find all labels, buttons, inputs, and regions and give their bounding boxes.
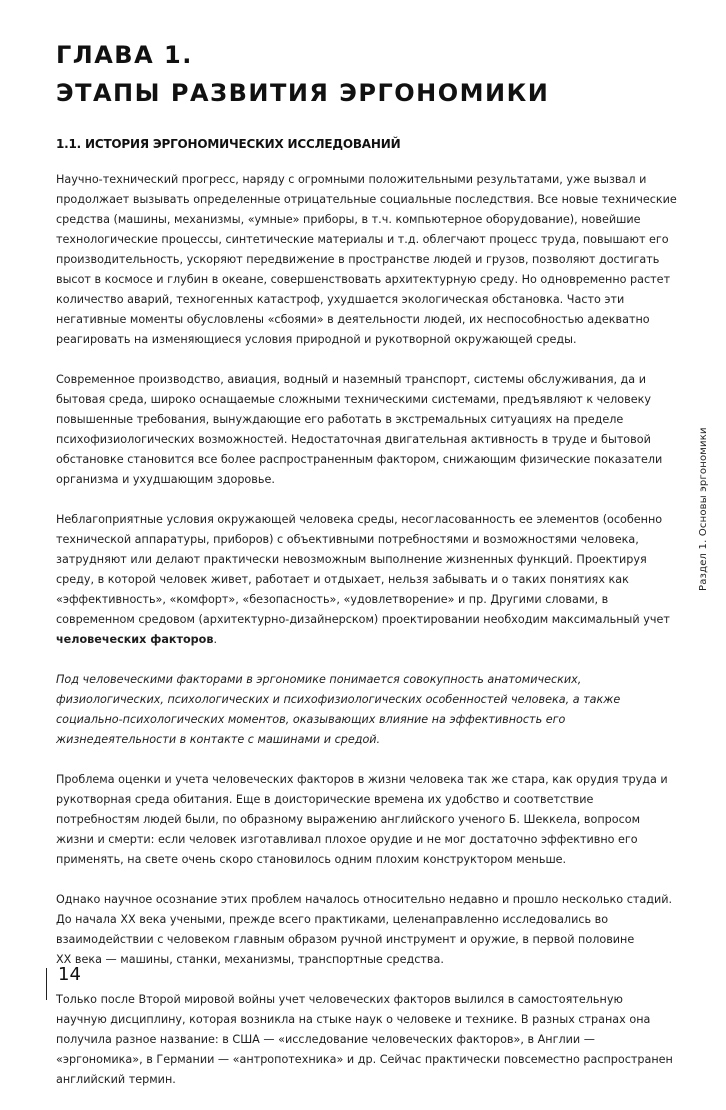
text-line: применять, на свете очень скоро становилось одним плохим конструктором меньше. — [56, 853, 567, 866]
text-line: средства (машины, механизмы, «умные» приборы, в т.ч. компьютерное оборудование), новейшие — [56, 213, 641, 226]
text-line: взаимодействии с человеком главным образом ручной инструмент и оружие, в первой половине — [56, 933, 635, 946]
chapter-title-line: ГЛАВА 1. — [56, 41, 193, 69]
paragraph-definition — [56, 670, 668, 750]
text-line — [56, 630, 668, 650]
text-line: получила разное название: в США — «исследование человеческих факторов», в Англии — — [56, 1033, 595, 1046]
text-line: среду, в которой человек живет, работает и отдыхает, нельзя забывать и о таких понятиях как — [56, 573, 629, 586]
text-line: продолжает вызывать определенные отрицательные социальные последствия. Все новые технические — [56, 193, 677, 206]
page-number: 14 — [58, 964, 81, 985]
text-line: современном средовом (архитектурно-дизайнерском) проектировании необходим максимальный учет — [56, 613, 670, 626]
text-line: Неблагоприятные условия окружающей человека среды, несогласованность ее элементов (особенно — [56, 513, 663, 526]
text-line: обстановке становится все более распространенным фактором, снижающим физические показатели — [56, 453, 663, 466]
text-line: научную дисциплину, которая возникла на стыке наук о человеке и технике. В разных странах она — [56, 1013, 651, 1026]
body-text — [56, 170, 677, 1110]
paragraph-1 — [56, 170, 677, 350]
text-line: жизнедеятельности в контакте с машинами и средой. — [56, 733, 381, 746]
text-line: производительность, ускоряют передвижение в пространстве людей и грузов, позволяют достигать — [56, 253, 660, 266]
text-line: социально-психологических моментов, оказывающих влияние на эффективность его — [56, 713, 566, 726]
text-line: организма и ухудшающим здоровье. — [56, 473, 275, 486]
text-line: потребностям людей были, по образному выражению английского ученого Б. Шеккела, вопросом — [56, 813, 641, 826]
text-line: количество аварий, техногенных катастроф, ухудшается экологическая обстановка. Часто эти — [56, 293, 625, 306]
text-line: бытовая среда, широко оснащаемые сложными техническими системами, предъявляют к человеку — [56, 393, 651, 406]
text-line: «эргономика», в Германии — «антропотехника» и др. Сейчас практически повсеместно распространен — [56, 1053, 673, 1066]
paragraph-3 — [56, 510, 668, 650]
text-line: Однако научное осознание этих проблем началось относительно недавно и прошло несколько стадий. — [56, 893, 673, 906]
text-fragment: . — [213, 633, 218, 646]
section-title: 1.1. ИСТОРИЯ ЭРГОНОМИЧЕСКИХ ИССЛЕДОВАНИЙ — [56, 137, 401, 151]
text-line: XX века — машины, станки, механизмы, транспортные средства. — [56, 953, 444, 966]
paragraph-6 — [56, 890, 673, 970]
text-line: «эффективность», «комфорт», «безопасность», «удовлетворение» и пр. Другими словами, в — [56, 593, 609, 606]
text-line: технической аппаратуры, приборов) с объективными потребностями и возможностями человека, — [56, 533, 639, 546]
paragraph-7 — [56, 990, 673, 1090]
section-side-label: Раздел 1. Основы эргономики — [698, 427, 709, 591]
text-line: негативные моменты обусловлены «сбоями» в деятельности людей, их неспособностью адекватно — [56, 313, 650, 326]
page-number-rule — [46, 968, 47, 1000]
text-line: затрудняют или делают практически невозможным выполнение жизненных функций. Проектируя — [56, 553, 647, 566]
text-line: рукотворная среда обитания. Еще в доисторические времена их удобство и соответствие — [56, 793, 594, 806]
bold-term: человеческих факторов — [56, 633, 214, 646]
text-line: английский термин. — [56, 1073, 176, 1086]
chapter-title — [56, 36, 549, 112]
text-line: Научно-технический прогресс, наряду с огромными положительными результатами, уже вызвал и — [56, 173, 647, 186]
text-line: физиологических, психологических и психофизиологических особенностей человека, а также — [56, 693, 621, 706]
text-line: Только после Второй мировой войны учет человеческих факторов вылился в самостоятельную — [56, 993, 623, 1006]
paragraph-5 — [56, 770, 668, 870]
text-line: высот в космосе и глубин в океане, совершенствовать архитектурную среду. Но одновременно растет — [56, 273, 671, 286]
text-line: технологические процессы, синтетические материалы и т.д. облегчают процесс труда, повышают его — [56, 233, 669, 246]
text-line: Современное производство, авиация, водный и наземный транспорт, системы обслуживания, да и — [56, 373, 646, 386]
chapter-title-line: ЭТАПЫ РАЗВИТИЯ ЭРГОНОМИКИ — [56, 79, 550, 107]
text-line: Под человеческими факторами в эргономике понимается совокупность анатомических, — [56, 673, 582, 686]
text-line: жизни и смерти: если человек изготавливал плохое орудие и не мог достаточно эффективно его — [56, 833, 638, 846]
text-line: Проблема оценки и учета человеческих факторов в жизни человека так же стара, как орудия труда и — [56, 773, 668, 786]
text-line: психофизиологических возможностей. Недостаточная двигательная активность в труде и бытовой — [56, 433, 651, 446]
text-line: реагировать на изменяющиеся условия природной и рукотворной окружающей среды. — [56, 333, 577, 346]
text-line: До начала XX века учеными, прежде всего практиками, целенаправленно исследовались во — [56, 913, 609, 926]
text-line: повышенные требования, вынуждающие его работать в экстремальных ситуациях на пределе — [56, 413, 624, 426]
paragraph-2 — [56, 370, 668, 490]
